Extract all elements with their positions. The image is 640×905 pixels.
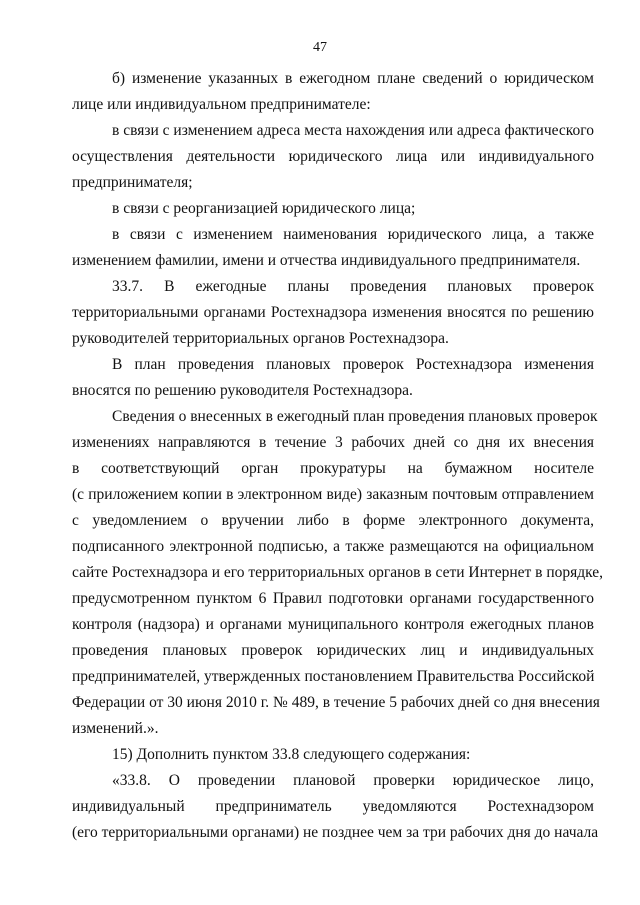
text-line: территориальными органами Ростехнадзора изменения вносятся по решению	[72, 304, 594, 321]
text-line: изменением фамилии, имени и отчества индивидуального предпринимателя.	[72, 252, 581, 269]
text-line: в связи с изменением адреса места нахождения или адреса фактического	[112, 122, 594, 139]
text-line: В план проведения плановых проверок Ростехнадзора изменения	[112, 356, 594, 373]
text-line: предпринимателей, утвержденных постановлением Правительства Российской	[72, 668, 595, 685]
text-line: руководителей территориальных органов Ростехнадзора.	[72, 330, 449, 347]
text-line: проведения плановых проверок юридических лиц и индивидуальных	[72, 642, 594, 659]
text-line: в соответствующий орган прокуратуры на бумажном носителе	[72, 460, 594, 477]
text-line: в связи с изменением наименования юридического лица, а также	[112, 226, 594, 243]
text-line: сайте Ростехнадзора и его территориальных органов в сети Интернет в порядке,	[72, 564, 604, 581]
text-line: «33.8. О проведении плановой проверки юридическое лицо,	[112, 772, 594, 789]
text-line: контроля (надзора) и органами муниципального контроля ежегодных планов	[72, 616, 594, 633]
text-line: б) изменение указанных в ежегодном плане сведений о юридическом	[112, 70, 594, 87]
text-line: предусмотренном пунктом 6 Правил подготовки органами государственного	[72, 590, 594, 607]
page-number: 47	[313, 40, 327, 55]
text-line: Сведения о внесенных в ежегодный план проведения плановых проверок	[112, 408, 598, 425]
text-line: вносятся по решению руководителя Ростехнадзора.	[72, 382, 413, 399]
text-line: индивидуальный предприниматель уведомляются Ростехнадзором	[72, 798, 594, 815]
text-line: изменений.».	[72, 720, 159, 737]
text-line: лице или индивидуальном предпринимателе:	[72, 96, 371, 113]
text-line: Федерации от 30 июня 2010 г. № 489, в течение 5 рабочих дней со дня внесения	[72, 694, 600, 711]
text-line: (с приложением копии в электронном виде) заказным почтовым отправлением	[72, 486, 594, 503]
text-line: подписанного электронной подписью, а также размещаются на официальном	[72, 538, 594, 555]
text-line: в связи с реорганизацией юридического лица;	[112, 200, 416, 217]
text-line: предпринимателя;	[72, 174, 193, 191]
text-line: (его территориальными органами) не позднее чем за три рабочих дня до начала	[72, 824, 599, 841]
text-line: 33.7. В ежегодные планы проведения плановых проверок	[112, 278, 594, 295]
text-line: 15) Дополнить пунктом 33.8 следующего содержания:	[112, 746, 471, 763]
text-line: изменениях направляются в течение 3 рабочих дней со дня их внесения	[72, 434, 594, 451]
text-line: осуществления деятельности юридического лица или индивидуального	[72, 148, 594, 165]
document-body	[72, 66, 604, 846]
text-line: с уведомлением о вручении либо в форме электронного документа,	[72, 512, 594, 529]
